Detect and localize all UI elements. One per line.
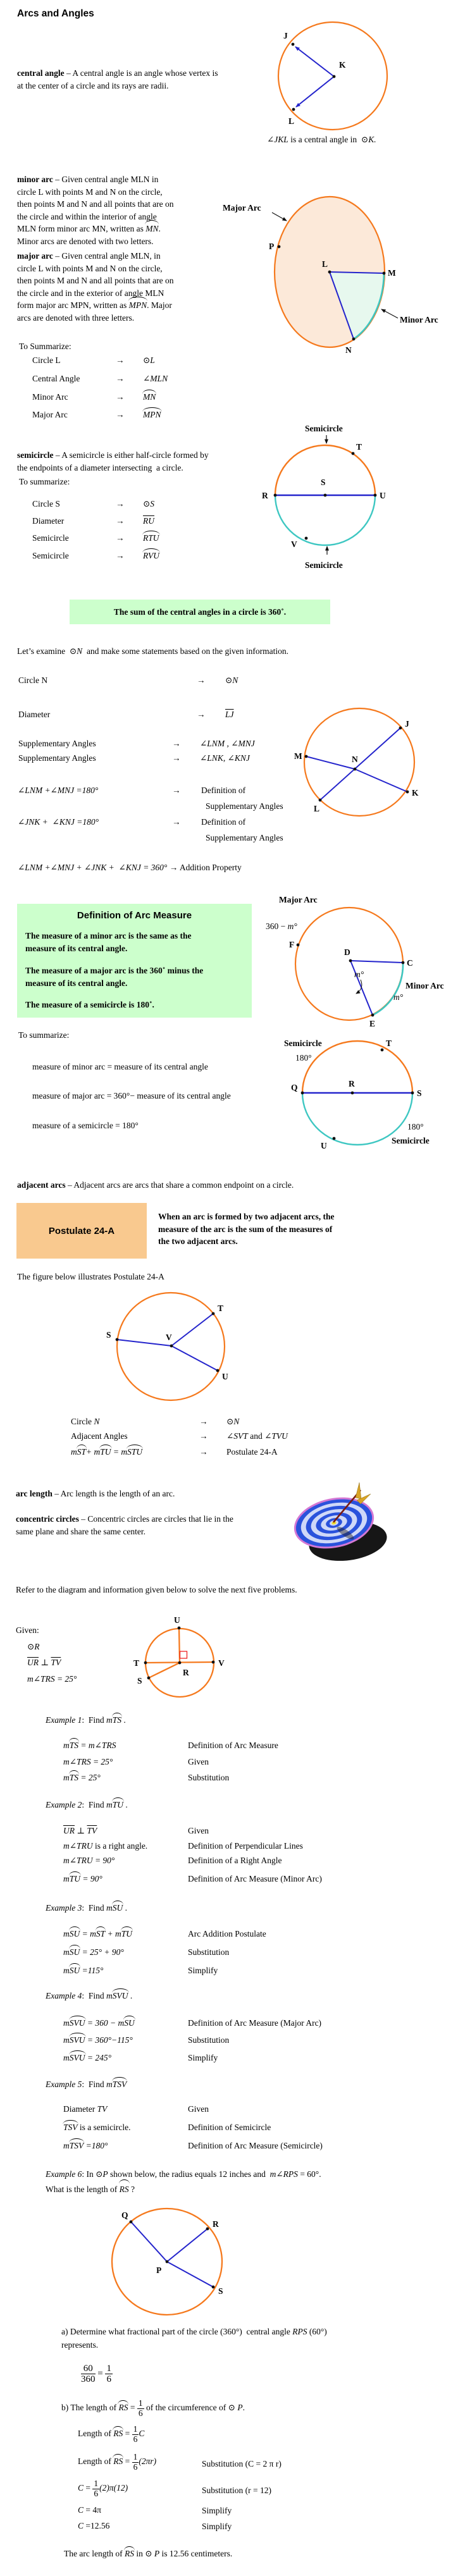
- circle-D: [295, 908, 403, 1020]
- fig2-label-P: P: [269, 242, 275, 251]
- row-label: Circle N: [71, 1417, 100, 1426]
- fig1-label-J: J: [283, 31, 288, 40]
- point-S: [116, 1338, 119, 1341]
- summary3-major: measure of major arc = 360°− measure of its central angle: [32, 1091, 231, 1100]
- definition-arc-length: arc length – Arc length is the length of an arc.: [16, 1489, 175, 1498]
- radius-PS: [167, 2262, 213, 2287]
- fig6-semicircle-180-diagram: [272, 1031, 458, 1154]
- fig7-label-T: T: [218, 1303, 224, 1313]
- reason: Given: [188, 2104, 209, 2114]
- reason: Definition of Perpendicular Lines: [188, 1841, 303, 1851]
- point-S: [324, 494, 327, 497]
- statement: mSU = mST + mTU: [63, 1929, 132, 1938]
- fig1-label-K: K: [339, 60, 346, 70]
- row-label: Supplementary Angles: [18, 753, 96, 763]
- summary2-heading: To summarize:: [19, 477, 70, 486]
- arrow-glyph: →: [116, 355, 125, 365]
- reason-cont: Supplementary Angles: [206, 801, 283, 811]
- reason: Simplify: [202, 2506, 232, 2515]
- fig5-major-arc-label: Major Arc: [279, 895, 318, 904]
- fig7-label-S: S: [106, 1330, 111, 1340]
- fig6-semicircle-bottom-label: Semicircle: [392, 1136, 430, 1145]
- fig3-label-S: S: [321, 478, 326, 487]
- solution-length-line: Length of RS = $\frac{1}{6}$ C: [78, 2424, 145, 2444]
- definition-major-arc: major arc – Given central angle MLN, in circle L with points M and N on the circle, then points M and N and all points that are on the circle and in the exterior of angle MLN form major arc MPN, written as MPN. Major arcs are denoted with three letters.: [17, 251, 174, 323]
- summary1-row: [0, 355, 458, 371]
- ray-NK: [355, 769, 407, 792]
- ray-KJ: [295, 47, 334, 77]
- point-P: [166, 2260, 169, 2264]
- row-value: ⊙N: [226, 1417, 240, 1426]
- proof-row: [0, 2104, 458, 2119]
- fig5-label-E: E: [369, 1019, 376, 1028]
- summary1-row: [0, 374, 458, 389]
- addition-property-equation: ∠LNM +∠MNJ + ∠JNK + ∠KNJ = 360° → Addition Property: [18, 863, 242, 872]
- summary3-heading: To summarize:: [18, 1030, 70, 1040]
- fig2-minor-arc-label: Minor Arc: [400, 315, 438, 324]
- definition-concentric-circles: concentric circles – Concentric circles are circles that lie in the same plane and share the same center.: [16, 1514, 233, 1536]
- proof-row: [0, 2053, 458, 2068]
- semicircle-top-arc: [275, 445, 375, 495]
- point-K: [333, 75, 336, 78]
- postulate-table-row: [0, 1417, 458, 1432]
- point-R: [351, 1092, 354, 1095]
- proof-row: [0, 2123, 458, 2138]
- proof-row: [0, 1929, 458, 1944]
- definition-minor-arc: minor arc – Given central angle MLN in circle L with points M and N on the circle, then points M and N and all points that are on the circle and within the interior of angle MLN form minor arc MN, written as MN. Minor arcs are denoted with two letters.: [17, 175, 174, 246]
- statement: m∠TRU = 90°: [63, 1856, 115, 1865]
- fig6-top-measure: 180°: [295, 1053, 312, 1063]
- point-M: [305, 755, 308, 758]
- point-F: [297, 944, 300, 947]
- point-R: [178, 1661, 182, 1665]
- proof-row: [0, 2018, 458, 2033]
- proof-row: [0, 1741, 458, 1756]
- reason: Definition of Arc Measure (Semicircle): [188, 2141, 323, 2150]
- fig4-label-J: J: [405, 719, 409, 729]
- arrow-glyph: →: [116, 551, 125, 560]
- fig9-label-Q: Q: [121, 2210, 128, 2220]
- radius-PQ: [131, 2222, 167, 2262]
- fig6-label-T: T: [386, 1038, 392, 1048]
- reason: Substitution: [188, 1773, 230, 1782]
- fig5-major-measure: 360 − m°: [266, 921, 297, 931]
- statement: C =12.56: [78, 2521, 110, 2530]
- fig2-label-L: L: [322, 259, 328, 269]
- fig5-label-F: F: [289, 940, 295, 949]
- fig3-label-R: R: [262, 491, 268, 500]
- example-5-heading: Example 5: Find mTSV: [46, 2080, 127, 2089]
- solution-final-statement: The arc length of RS in ⊙ P is 12.56 centimeters.: [64, 2549, 233, 2558]
- point-J: [292, 43, 295, 46]
- solution-row: [0, 2505, 458, 2520]
- point-K: [406, 791, 409, 794]
- proof-row: [0, 2035, 458, 2050]
- statement: TSV is a semicircle.: [63, 2123, 131, 2132]
- arrow-glyph: →: [116, 516, 125, 526]
- arrow-glyph: →: [197, 675, 206, 685]
- arrow-glyph: →: [172, 786, 181, 795]
- statement: mSU =115°: [63, 1966, 104, 1975]
- proof-row: [0, 1874, 458, 1889]
- row-label: Supplementary Angles: [18, 739, 96, 748]
- fig2-label-M: M: [388, 268, 396, 278]
- right-angle-mark: [180, 1651, 187, 1658]
- semicircle-bottom-arc: [275, 495, 375, 545]
- row-label: Semicircle: [32, 551, 69, 560]
- ray-NM: [306, 756, 355, 769]
- fig8-label-R: R: [183, 1668, 189, 1677]
- row-label: Adjacent Angles: [71, 1431, 128, 1441]
- given-heading: Given:: [16, 1625, 39, 1635]
- proof-row: [0, 1773, 458, 1788]
- postulate-24a-box: Postulate 24-A: [16, 1203, 147, 1259]
- reason: Definition of Semicircle: [188, 2123, 271, 2132]
- arrow-glyph: →: [199, 1447, 208, 1457]
- arrow-glyph: →: [116, 392, 125, 402]
- definition-semicircle: semicircle – A semicircle is either half-circle formed by the endpoints of a diameter intersecting a circle.: [17, 450, 209, 472]
- fig9-label-P: P: [156, 2265, 162, 2275]
- arrow-glyph: →: [172, 753, 181, 763]
- statement: mTSV =180°: [63, 2141, 108, 2150]
- arrow-glyph: →: [116, 410, 125, 419]
- fig5-minor-arc-measure: m°: [393, 992, 404, 1002]
- row-label: mST+ mTU = mSTU: [71, 1447, 143, 1457]
- fig2-major-arc-label: Major Arc: [223, 203, 261, 213]
- point-M: [383, 272, 386, 275]
- point-S: [147, 1677, 151, 1680]
- arrow-glyph: →: [172, 817, 181, 827]
- row-label: Circle S: [32, 499, 60, 508]
- row-label: Circle L: [32, 355, 61, 365]
- solution-row: [0, 2479, 458, 2498]
- fig3-label-V: V: [291, 539, 297, 549]
- reason: Simplify: [188, 1966, 218, 1975]
- diameter-LJ: [320, 728, 400, 800]
- reason: Definition of: [201, 786, 246, 795]
- fig6-label-U: U: [321, 1141, 327, 1150]
- fig3-semicircle-top-label: Semicircle: [305, 424, 343, 433]
- arc-measure-major-rule: The measure of a major arc is the 360˚ minus the measure of its central angle.: [25, 966, 204, 988]
- reason-cont: Supplementary Angles: [206, 833, 283, 842]
- fig6-label-Q: Q: [291, 1083, 298, 1092]
- fig3-semicircle-diagram: [253, 414, 458, 572]
- reason: Definition of a Right Angle: [188, 1856, 282, 1865]
- statement: $\overline{UR}$ ⊥ $\overline{TV}$: [63, 1826, 97, 1835]
- point-V: [212, 1661, 215, 1664]
- row-label: Diameter: [18, 710, 51, 719]
- fig7-label-V: V: [166, 1333, 172, 1342]
- dart-flight-1: [356, 1482, 361, 1499]
- point-N: [354, 768, 357, 771]
- arrow-glyph: →: [197, 710, 206, 719]
- fig6-label-R: R: [349, 1079, 355, 1088]
- arc-measure-semicircle-rule: The measure of a semicircle is 180˚.: [25, 1000, 154, 1009]
- postulate-24a-text: When an arc is formed by two adjacent arcs, the measure of the arc is the sum of the measures of the two adjacent arcs.: [158, 1212, 335, 1246]
- fig3-label-U: U: [380, 491, 386, 500]
- point-S: [212, 2286, 215, 2289]
- row-value: Postulate 24-A: [226, 1447, 278, 1457]
- row-label: Minor Arc: [32, 392, 68, 402]
- example-1-heading: Example 1: Find mTS .: [46, 1715, 126, 1725]
- refer-instruction: Refer to the diagram and information given below to solve the next five problems.: [16, 1585, 297, 1594]
- row-label: Central Angle: [32, 374, 80, 383]
- row-value: ∠LNK, ∠KNJ: [200, 753, 250, 763]
- arrow-glyph: →: [116, 374, 125, 383]
- statement: m∠TRU is a right angle.: [63, 1841, 148, 1851]
- point-Q: [301, 1092, 304, 1095]
- point-U: [333, 1137, 336, 1140]
- reason: Simplify: [202, 2522, 232, 2531]
- radius-VT: [171, 1314, 213, 1346]
- summary1-heading: To Summarize:: [19, 342, 71, 351]
- reason: Substitution (C = 2 π r): [202, 2459, 282, 2468]
- fig4-circle-n-diagram: [291, 702, 427, 825]
- reason: Given: [188, 1826, 209, 1835]
- statement: mSVU = 245°: [63, 2053, 112, 2062]
- central-angles-sum-banner: The sum of the central angles in a circle is 360˚.: [70, 600, 330, 624]
- postulate-table-row: [0, 1447, 458, 1462]
- solution-row: [0, 2452, 458, 2472]
- row-value: ∠LNM , ∠MNJ: [200, 739, 255, 748]
- proof-row: [0, 1966, 458, 1981]
- fig8-label-U: U: [174, 1615, 180, 1625]
- point-U: [374, 494, 377, 497]
- proof-row: [0, 1947, 458, 1963]
- row-value: ⊙S: [143, 499, 155, 508]
- reason: Arc Addition Postulate: [188, 1929, 266, 1938]
- radius-VS: [117, 1340, 171, 1346]
- point-T: [381, 1049, 384, 1052]
- fig1-label-L: L: [288, 116, 295, 126]
- point-Q: [130, 2221, 133, 2224]
- circle-n-row: [0, 675, 458, 691]
- statement: C = $\frac{1}{6}$ (2)π(12): [78, 2479, 128, 2498]
- proof-row: [0, 1826, 458, 1841]
- fig9-label-R: R: [213, 2219, 219, 2229]
- arc-measure-box-title: Definition of Arc Measure: [77, 910, 192, 921]
- fig5-minor-arc-label: Minor Arc: [405, 981, 444, 990]
- arc-measure-minor-rule: The measure of a minor arc is the same as the measure of its central angle.: [25, 931, 192, 953]
- proof-row: [0, 1757, 458, 1772]
- examine-circle-n-line: Let’s examine ⊙N and make some statements based on the given information.: [17, 646, 288, 656]
- reason: Given: [188, 1757, 209, 1766]
- statement: mTS = m∠TRS: [63, 1741, 116, 1750]
- fig9-label-S: S: [218, 2286, 223, 2296]
- definition-adjacent-arcs: adjacent arcs – Adjacent arcs are arcs that share a common endpoint on a circle.: [17, 1180, 294, 1190]
- fig6-semicircle-top-label: Semicircle: [284, 1038, 322, 1048]
- radius-PR: [167, 2229, 207, 2262]
- statement: mSVU = 360 − mSU: [63, 2018, 135, 2028]
- row-label: Semicircle: [32, 533, 69, 543]
- radius-VU: [171, 1346, 218, 1371]
- point-U: [216, 1369, 220, 1372]
- point-P: [278, 245, 281, 249]
- reason: Substitution (r = 12): [202, 2486, 271, 2495]
- statement: m∠TRS = 25°: [63, 1757, 113, 1766]
- fig5-central-angle-measure: m°: [354, 970, 364, 979]
- fig5-label-D: D: [344, 947, 350, 957]
- point-U: [178, 1627, 181, 1630]
- arc-measure-definition-box: [17, 904, 252, 1018]
- arrow-glyph: →: [116, 533, 125, 543]
- bullseye-target-image: [285, 1480, 430, 1565]
- statement: mSU = 25° + 90°: [63, 1947, 124, 1957]
- point-V: [170, 1345, 173, 1348]
- fig5-label-C: C: [407, 958, 413, 968]
- fig8-label-T: T: [133, 1658, 140, 1668]
- radius-DC: [350, 961, 403, 963]
- definition-central-angle: central angle – A central angle is an angle whose vertex is at the center of a circle and its rays are radii.: [17, 68, 218, 90]
- arrow-glyph: →: [199, 1431, 208, 1441]
- example-4-heading: Example 4: Find mSVU .: [46, 1991, 133, 2000]
- example-2-heading: Example 2: Find mTU .: [46, 1800, 128, 1809]
- fig6-bottom-measure: 180°: [407, 1122, 424, 1131]
- fig9-circle-p-diagram: [101, 2198, 266, 2334]
- point-T: [212, 1312, 215, 1316]
- point-D: [349, 959, 352, 963]
- point-N: [352, 338, 356, 341]
- row-value: $\overline{LJ}$: [225, 710, 234, 719]
- row-value: ⊙N: [225, 675, 238, 685]
- row-value: RTU: [143, 533, 159, 543]
- row-value: ∠SVT and ∠TVU: [226, 1431, 288, 1441]
- fig7-label-U: U: [222, 1372, 228, 1381]
- row-value: $\overline{RU}$: [143, 516, 154, 526]
- page-title: Arcs and Angles: [17, 8, 94, 19]
- point-E: [371, 1014, 374, 1017]
- row-label: Circle N: [18, 675, 48, 685]
- fig4-label-L: L: [314, 804, 320, 813]
- fig6-label-S: S: [417, 1088, 422, 1098]
- fig8-given-diagram: [123, 1610, 237, 1711]
- reason: Simplify: [188, 2053, 218, 2062]
- reason: Definition of Arc Measure (Major Arc): [188, 2018, 322, 2028]
- point-T: [352, 452, 355, 455]
- arrow-glyph: →: [199, 1417, 208, 1426]
- row-label: Diameter: [32, 516, 65, 526]
- fig1-central-angle-diagram: [266, 18, 411, 135]
- major-arc-pointer: [272, 213, 287, 221]
- row-value: MPN: [143, 410, 161, 419]
- proof-row: [0, 1856, 458, 1871]
- solution-fraction-line: $\frac{60}{360}$ = $\frac{1}{6}$: [81, 2363, 111, 2385]
- row-value: MN: [143, 392, 156, 402]
- fig2-label-N: N: [345, 345, 352, 355]
- fig3-semicircle-bottom-label: Semicircle: [305, 560, 343, 570]
- fig4-label-N: N: [352, 755, 358, 764]
- given-line-circle: ⊙R: [27, 1642, 40, 1651]
- semicircle-top-arc: [302, 1041, 412, 1093]
- ray-KL: [296, 77, 334, 107]
- statement: mSVU = 360°−115°: [63, 2035, 133, 2045]
- point-T: [144, 1661, 147, 1665]
- postulate-table-row: [0, 1431, 458, 1446]
- proof-row: [0, 2141, 458, 2156]
- summary3-semicircle: measure of a semicircle = 180°: [32, 1121, 139, 1130]
- reason: Definition of Arc Measure: [188, 1741, 278, 1750]
- radius-RS: [149, 1663, 180, 1678]
- point-J: [399, 727, 402, 730]
- reason: Substitution: [188, 1947, 230, 1957]
- row-value: ⊙L: [143, 355, 155, 365]
- row-value: ∠MLN: [143, 374, 168, 383]
- fig8-label-V: V: [218, 1658, 225, 1668]
- fig1-caption: ∠JKL is a central angle in ⊙K.: [267, 135, 376, 144]
- reason: Definition of Arc Measure (Minor Arc): [188, 1874, 322, 1883]
- fig4-label-K: K: [412, 788, 419, 798]
- equation: ∠JNK + ∠KNJ =180°: [18, 817, 99, 827]
- solution-part-b: b) The length of RS = $\frac{1}{6}$ of the circumference of ⊙ P.: [61, 2398, 245, 2418]
- minor-arc-teal: [373, 963, 403, 1015]
- fig8-label-S: S: [137, 1676, 142, 1685]
- reason: Definition of: [201, 817, 246, 827]
- given-line-perpendicular: $\overline{UR}$ ⊥ $\overline{TV}$: [27, 1658, 61, 1667]
- point-L: [292, 108, 295, 111]
- point-S: [411, 1092, 414, 1095]
- minor-arc-pointer: [381, 309, 398, 318]
- row-value: RVU: [143, 551, 159, 560]
- point-L: [328, 271, 331, 274]
- arrow-glyph: →: [172, 739, 181, 748]
- point-V: [305, 537, 308, 540]
- fig2-minor-major-arc-diagram: [215, 187, 458, 359]
- summary1-row: [0, 392, 458, 407]
- reason: Substitution: [188, 2035, 230, 2045]
- statement: mTU = 90°: [63, 1874, 102, 1883]
- row-label: Major Arc: [32, 410, 68, 419]
- fig4-label-M: M: [294, 751, 302, 761]
- point-R: [274, 494, 277, 497]
- statement: mTS = 25°: [63, 1773, 101, 1782]
- example-6-heading: Example 6: In ⊙P shown below, the radius equals 12 inches and m∠RPS = 60°. What is the length of RS ?: [46, 2167, 438, 2197]
- equation: ∠LNM +∠MNJ =180°: [18, 786, 99, 795]
- arrow-glyph: →: [116, 499, 125, 508]
- statement: Diameter TV: [63, 2104, 108, 2114]
- fig3-label-T: T: [356, 442, 362, 452]
- statement: Length of RS = $\frac{1}{6}$ (2πr): [78, 2452, 157, 2472]
- point-R: [206, 2228, 209, 2231]
- point-L: [319, 799, 322, 802]
- solution-row: [0, 2521, 458, 2536]
- example-3-heading: Example 3: Find mSU .: [46, 1903, 127, 1913]
- postulate-figure-caption: The figure below illustrates Postulate 24-A: [17, 1272, 164, 1281]
- summary3-minor: measure of minor arc = measure of its central angle: [32, 1062, 208, 1071]
- given-line-angle: m∠TRS = 25°: [27, 1674, 77, 1684]
- point-C: [402, 961, 405, 964]
- statement: C = 4π: [78, 2505, 101, 2515]
- fig5-arc-measure-diagram: [259, 889, 458, 1034]
- proof-row: [0, 1841, 458, 1856]
- fig7-postulate-diagram: [104, 1287, 247, 1407]
- solution-part-a: a) Determine what fractional part of the circle (360°) central angle RPS (60°) represents.: [61, 2327, 327, 2350]
